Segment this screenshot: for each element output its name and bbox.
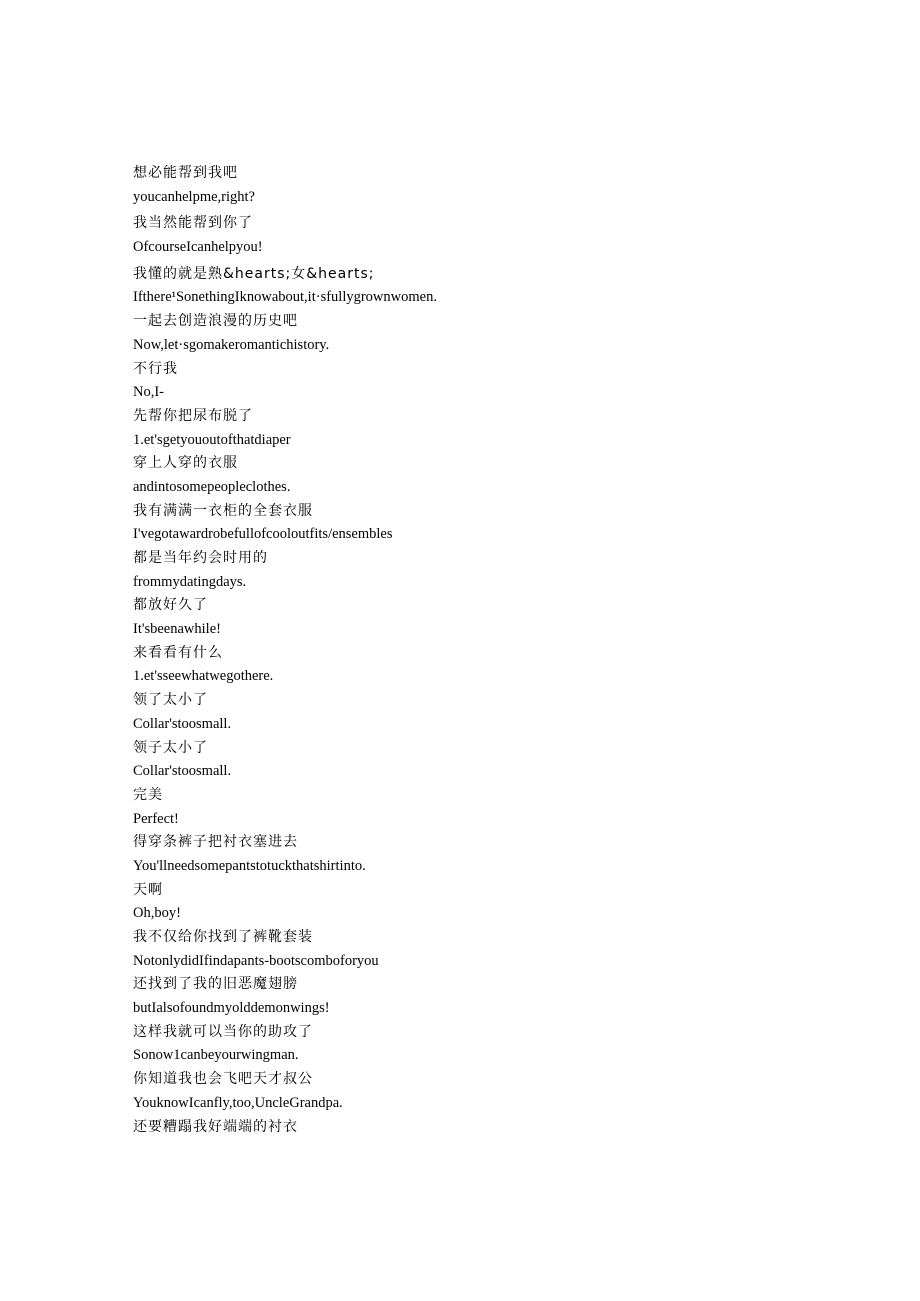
subtitle-line-zh: 都是当年约会时用的 bbox=[133, 550, 268, 566]
subtitle-line-en: andintosomepeopleclothes. bbox=[133, 478, 291, 495]
subtitle-line-en: Collar'stoosmall. bbox=[133, 715, 232, 732]
subtitle-line-en: youcanhelpme,right? bbox=[133, 188, 255, 205]
subtitle-line-zh: 还找到了我的旧恶魔翅膀 bbox=[133, 976, 298, 993]
subtitle-line-en: 1.et'sseewhatwegothere. bbox=[133, 668, 274, 685]
subtitle-line-zh: 天啊 bbox=[133, 881, 163, 898]
subtitle-line-zh: 先帮你把尿布脱了 bbox=[133, 407, 253, 424]
subtitle-line-zh: 还要糟蹋我好端端的衬衣 bbox=[133, 1118, 298, 1135]
subtitle-line-zh: 想必能帮到我吧 bbox=[133, 165, 238, 181]
subtitle-line-en: NotonlydidIfindapants-bootscomboforyou bbox=[133, 952, 379, 969]
subtitle-line-zh: 得穿条裤子把衬衣塞进去 bbox=[133, 834, 298, 851]
subtitle-line-zh: 穿上人穿的衣服 bbox=[133, 455, 238, 472]
subtitle-line-en: Sonow1canbeyourwingman. bbox=[133, 1047, 299, 1064]
subtitle-line-zh: 完美 bbox=[133, 786, 163, 803]
subtitle-line-zh: 一起去创造浪漫的历史吧 bbox=[133, 313, 298, 330]
subtitle-line-zh: 我不仅给你找到了裤靴套装 bbox=[133, 929, 313, 945]
subtitle-line-en: Now,let·sgomakeromantichistory. bbox=[133, 336, 330, 353]
subtitle-line-zh: 我当然能帮到你了 bbox=[133, 215, 253, 232]
subtitle-line-en: Collar'stoosmall. bbox=[133, 763, 232, 780]
subtitle-line-en: butIalsofoundmyolddemonwings! bbox=[133, 1000, 330, 1017]
subtitle-line-en: 1.et'sgetyououtofthatdiaper bbox=[133, 431, 291, 448]
subtitle-line-en: YouknowIcanfly,too,UncleGrandpa. bbox=[133, 1094, 343, 1111]
subtitle-line-en: I'vegotawardrobefullofcooloutfits/ensembles bbox=[133, 526, 393, 543]
subtitle-line-zh: 来看看有什么 bbox=[133, 644, 223, 661]
subtitle-lines bbox=[133, 162, 853, 1139]
subtitle-line-zh: 不行我 bbox=[133, 360, 178, 377]
subtitle-line-en: Oh,boy! bbox=[133, 905, 181, 922]
subtitle-line-en: OfcourseIcanhelpyou! bbox=[133, 239, 263, 256]
subtitle-line-en: You'llneedsomepantstotuckthatshirtinto. bbox=[133, 857, 366, 874]
subtitle-line-zh: 这样我就可以当你的助攻了 bbox=[133, 1023, 313, 1040]
subtitle-line-en: It'sbeenawhile! bbox=[133, 621, 221, 638]
subtitle-line-en: frommydatingdays. bbox=[133, 573, 247, 590]
subtitle-line-zh: 我懂的就是熟&hearts;女&hearts; bbox=[133, 265, 375, 282]
subtitle-line-zh: 都放好久了 bbox=[133, 597, 208, 614]
subtitle-line-zh: 领子太小了 bbox=[133, 739, 208, 756]
subtitle-line-en: Perfect! bbox=[133, 810, 179, 827]
subtitle-line-zh: 你知道我也会飞吧天才叔公 bbox=[133, 1071, 313, 1088]
subtitle-line-en: Ifthere¹SonethingIknowabout,it·sfullygrownwomen. bbox=[133, 289, 437, 306]
subtitle-line-zh: 领了太小了 bbox=[133, 692, 208, 709]
subtitle-line-en: No,I- bbox=[133, 384, 165, 401]
subtitle-line-zh: 我有满满一衣柜的全套衣服 bbox=[133, 502, 313, 519]
